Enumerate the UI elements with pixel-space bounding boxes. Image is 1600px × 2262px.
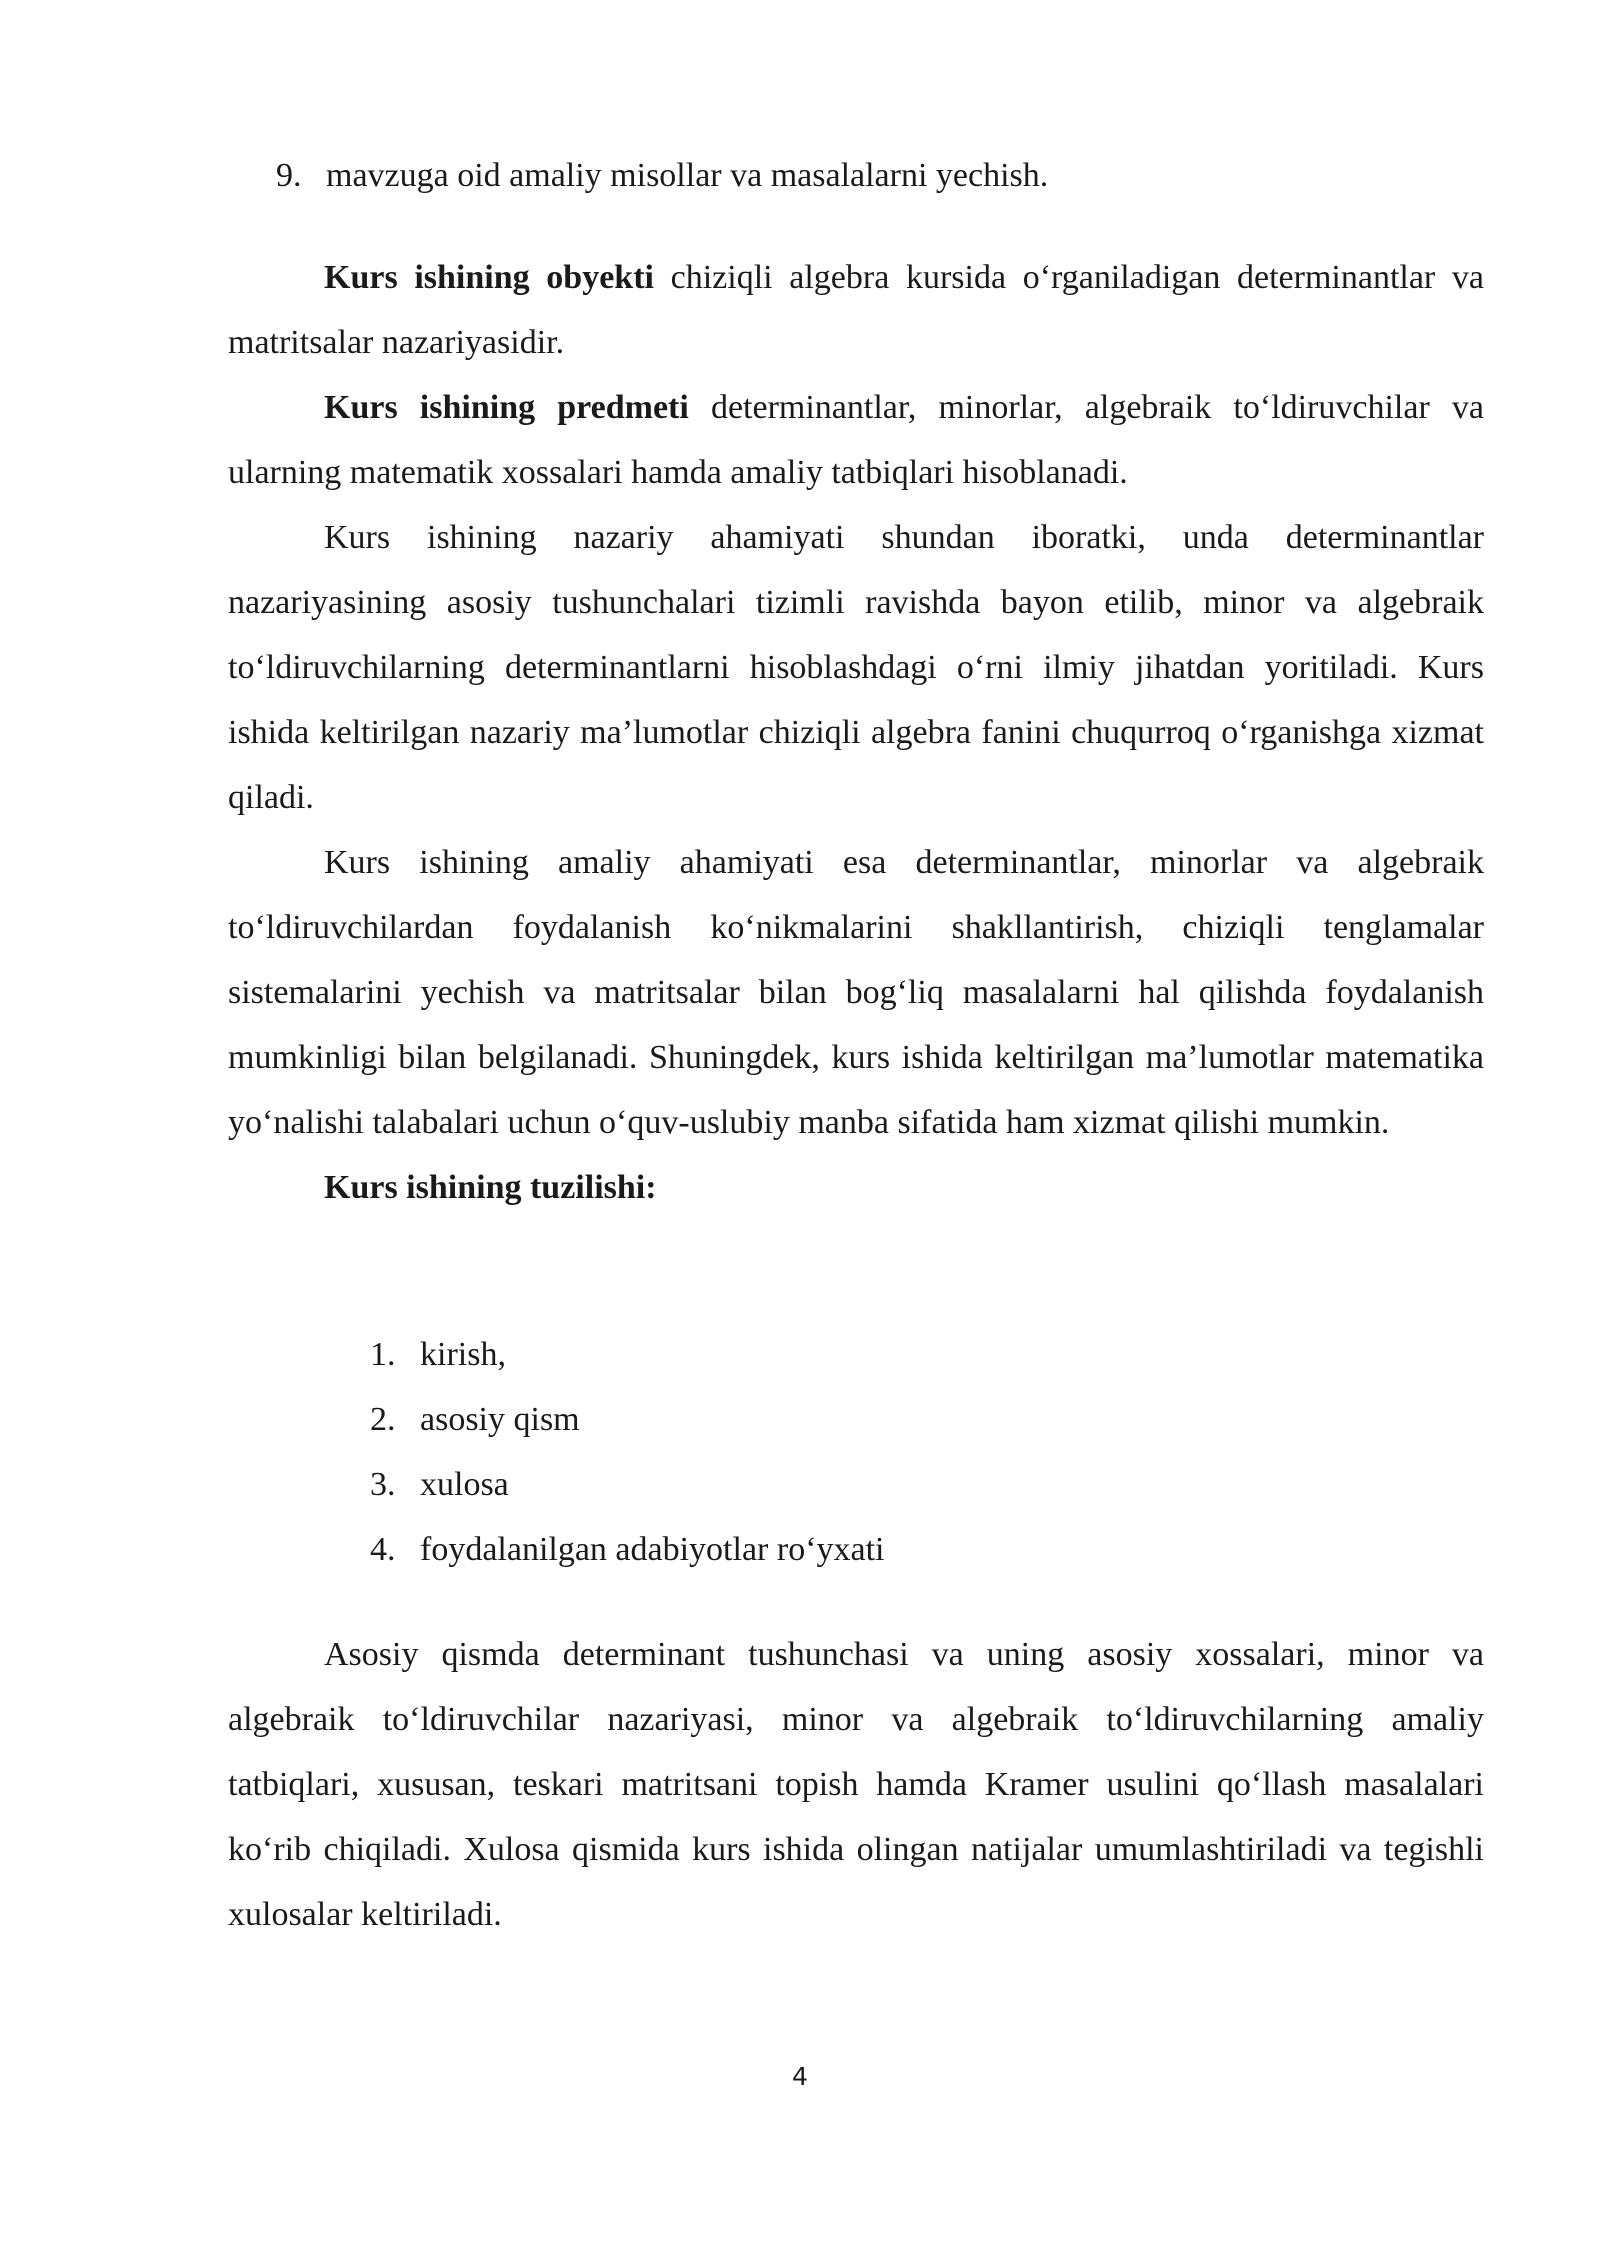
- object-paragraph: [228, 245, 1484, 375]
- list-item-text: foydalanilgan adabiyotlar ro‘yxati: [420, 1531, 885, 1568]
- object-label: Kurs ishining obyekti: [324, 259, 654, 296]
- structure-heading: Kurs ishining tuzilishi:: [324, 1169, 657, 1206]
- structure-list: [370, 1322, 885, 1582]
- theoretical-paragraph: Kurs ishining nazariy ahamiyati shundan iboratki, unda determinantlar nazariyasining asosiy tushunchalari tizimli ravishda bayon etilib, minor va algebraik to‘ldiruvchilarning determinantlarni hisoblashdagi o‘rni ilmiy jihatdan yoritiladi. Kurs ishida keltirilgan nazariy ma’lumotlar chiziqli algebra fanini chuqurroq o‘rganishga xizmat qiladi.: [228, 519, 1484, 816]
- body-text-lower: [228, 1622, 1484, 1947]
- body-text-upper: [228, 245, 1484, 1220]
- list-item-9: [276, 143, 1048, 208]
- list-item-number: 2.: [370, 1401, 396, 1438]
- list-item: [370, 1452, 885, 1517]
- subject-paragraph: [228, 375, 1484, 505]
- page-number: 4: [792, 2062, 808, 2091]
- subject-label: Kurs ishining predmeti: [324, 389, 689, 426]
- list-item-text: mavzuga oid amaliy misollar va masalalarni yechish.: [326, 157, 1049, 194]
- object-text: chiziqli algebra kursida o‘rganiladigan determinantlar va matritsalar nazariyasidir.: [228, 259, 1485, 361]
- practical-paragraph: Kurs ishining amaliy ahamiyati esa determinantlar, minorlar va algebraik to‘ldiruvchilardan foydalanish ko‘nikmalarini shakllantirish, chiziqli tenglamalar sistemalarini yechish va matritsalar bilan bog‘liq masalalarni hal qilishda foydalanish mumkinligi bilan belgilanadi. Shuningdek, kurs ishida keltirilgan ma’lumotlar matematika yo‘nalishi talabalari uchun o‘quv-uslubiy manba sifatida ham xizmat qilishi mumkin.: [228, 844, 1484, 1141]
- list-item: [370, 1387, 885, 1452]
- main-part-paragraph: Asosiy qismda determinant tushunchasi va uning asosiy xossalari, minor va algebraik to‘ldiruvchilar nazariyasi, minor va algebraik to‘ldiruvchilarning amaliy tatbiqlari, xususan, teskari matritsani topish hamda Kramer usulini qo‘llash masalalari ko‘rib chiqiladi. Xulosa qismida kurs ishida olingan natijalar umumlashtiriladi va tegishli xulosalar keltiriladi.: [228, 1636, 1484, 1933]
- list-item-number: 1.: [370, 1336, 396, 1373]
- list-item-text: asosiy qism: [420, 1401, 580, 1438]
- subject-text: determinantlar, minorlar, algebraik to‘ldiruvchilar va ularning matematik xossalari hamda amaliy tatbiqlari hisoblanadi.: [228, 389, 1484, 491]
- list-item-number: 4.: [370, 1531, 396, 1568]
- list-item: [370, 1517, 885, 1582]
- list-item: [370, 1322, 885, 1387]
- list-item-number: 3.: [370, 1466, 396, 1503]
- list-item-text: xulosa: [420, 1466, 509, 1503]
- list-item-text: kirish,: [420, 1336, 506, 1373]
- list-item-number: 9.: [276, 157, 302, 194]
